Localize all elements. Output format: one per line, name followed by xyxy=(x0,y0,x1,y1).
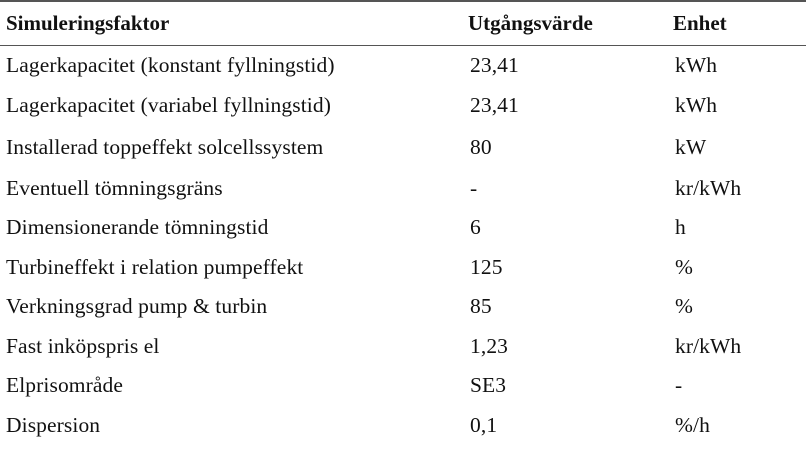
unit-cell: kWh xyxy=(675,53,718,78)
factor-cell: Dimensionerande tömningstid xyxy=(6,215,269,240)
value-cell: 1,23 xyxy=(470,333,509,358)
header-unit: Enhet xyxy=(667,1,806,45)
value-cell: SE3 xyxy=(470,373,507,398)
value-cell: 23,41 xyxy=(470,53,519,78)
table-row xyxy=(0,287,806,327)
table-row xyxy=(0,248,806,288)
value-cell: 85 xyxy=(470,294,492,319)
value-cell: 23,41 xyxy=(470,93,519,118)
table-row xyxy=(0,327,806,367)
factor-cell: Elprisområde xyxy=(6,373,124,398)
value-cell: 0,1 xyxy=(470,412,498,437)
factor-cell: Fast inköpspris el xyxy=(6,333,160,358)
unit-cell: - xyxy=(675,373,683,398)
unit-cell: % xyxy=(675,254,694,279)
unit-cell: h xyxy=(675,215,686,240)
table-row xyxy=(0,406,806,446)
value-cell: 6 xyxy=(470,215,481,240)
value-cell: 80 xyxy=(470,134,492,159)
table-row xyxy=(0,86,806,126)
factor-cell: Lagerkapacitet (konstant fyllningstid) xyxy=(6,53,335,78)
header-value: Utgångsvärde xyxy=(462,1,667,45)
value-cell: - xyxy=(470,175,478,200)
table-row xyxy=(0,45,806,86)
unit-cell: kW xyxy=(675,134,707,159)
factor-cell: Turbineffekt i relation pumpeffekt xyxy=(6,254,304,279)
table-row xyxy=(0,126,806,169)
table-header xyxy=(0,1,806,45)
unit-cell: kr/kWh xyxy=(675,175,742,200)
table-row xyxy=(0,366,806,406)
table-body xyxy=(0,45,806,445)
table-row xyxy=(0,208,806,248)
factor-cell: Installerad toppeffekt solcellssystem xyxy=(6,134,324,159)
value-cell: 125 xyxy=(470,254,503,279)
factor-cell: Verkningsgrad pump & turbin xyxy=(6,294,268,319)
factor-cell: Dispersion xyxy=(6,412,101,437)
factor-cell: Lagerkapacitet (variabel fyllningstid) xyxy=(6,93,331,118)
unit-cell: %/h xyxy=(675,412,710,437)
table-row xyxy=(0,169,806,209)
factor-cell: Eventuell tömningsgräns xyxy=(6,175,223,200)
unit-cell: kr/kWh xyxy=(675,333,742,358)
unit-cell: % xyxy=(675,294,694,319)
header-row xyxy=(0,1,806,45)
header-factor: Simuleringsfaktor xyxy=(0,1,462,45)
unit-cell: kWh xyxy=(675,93,718,118)
